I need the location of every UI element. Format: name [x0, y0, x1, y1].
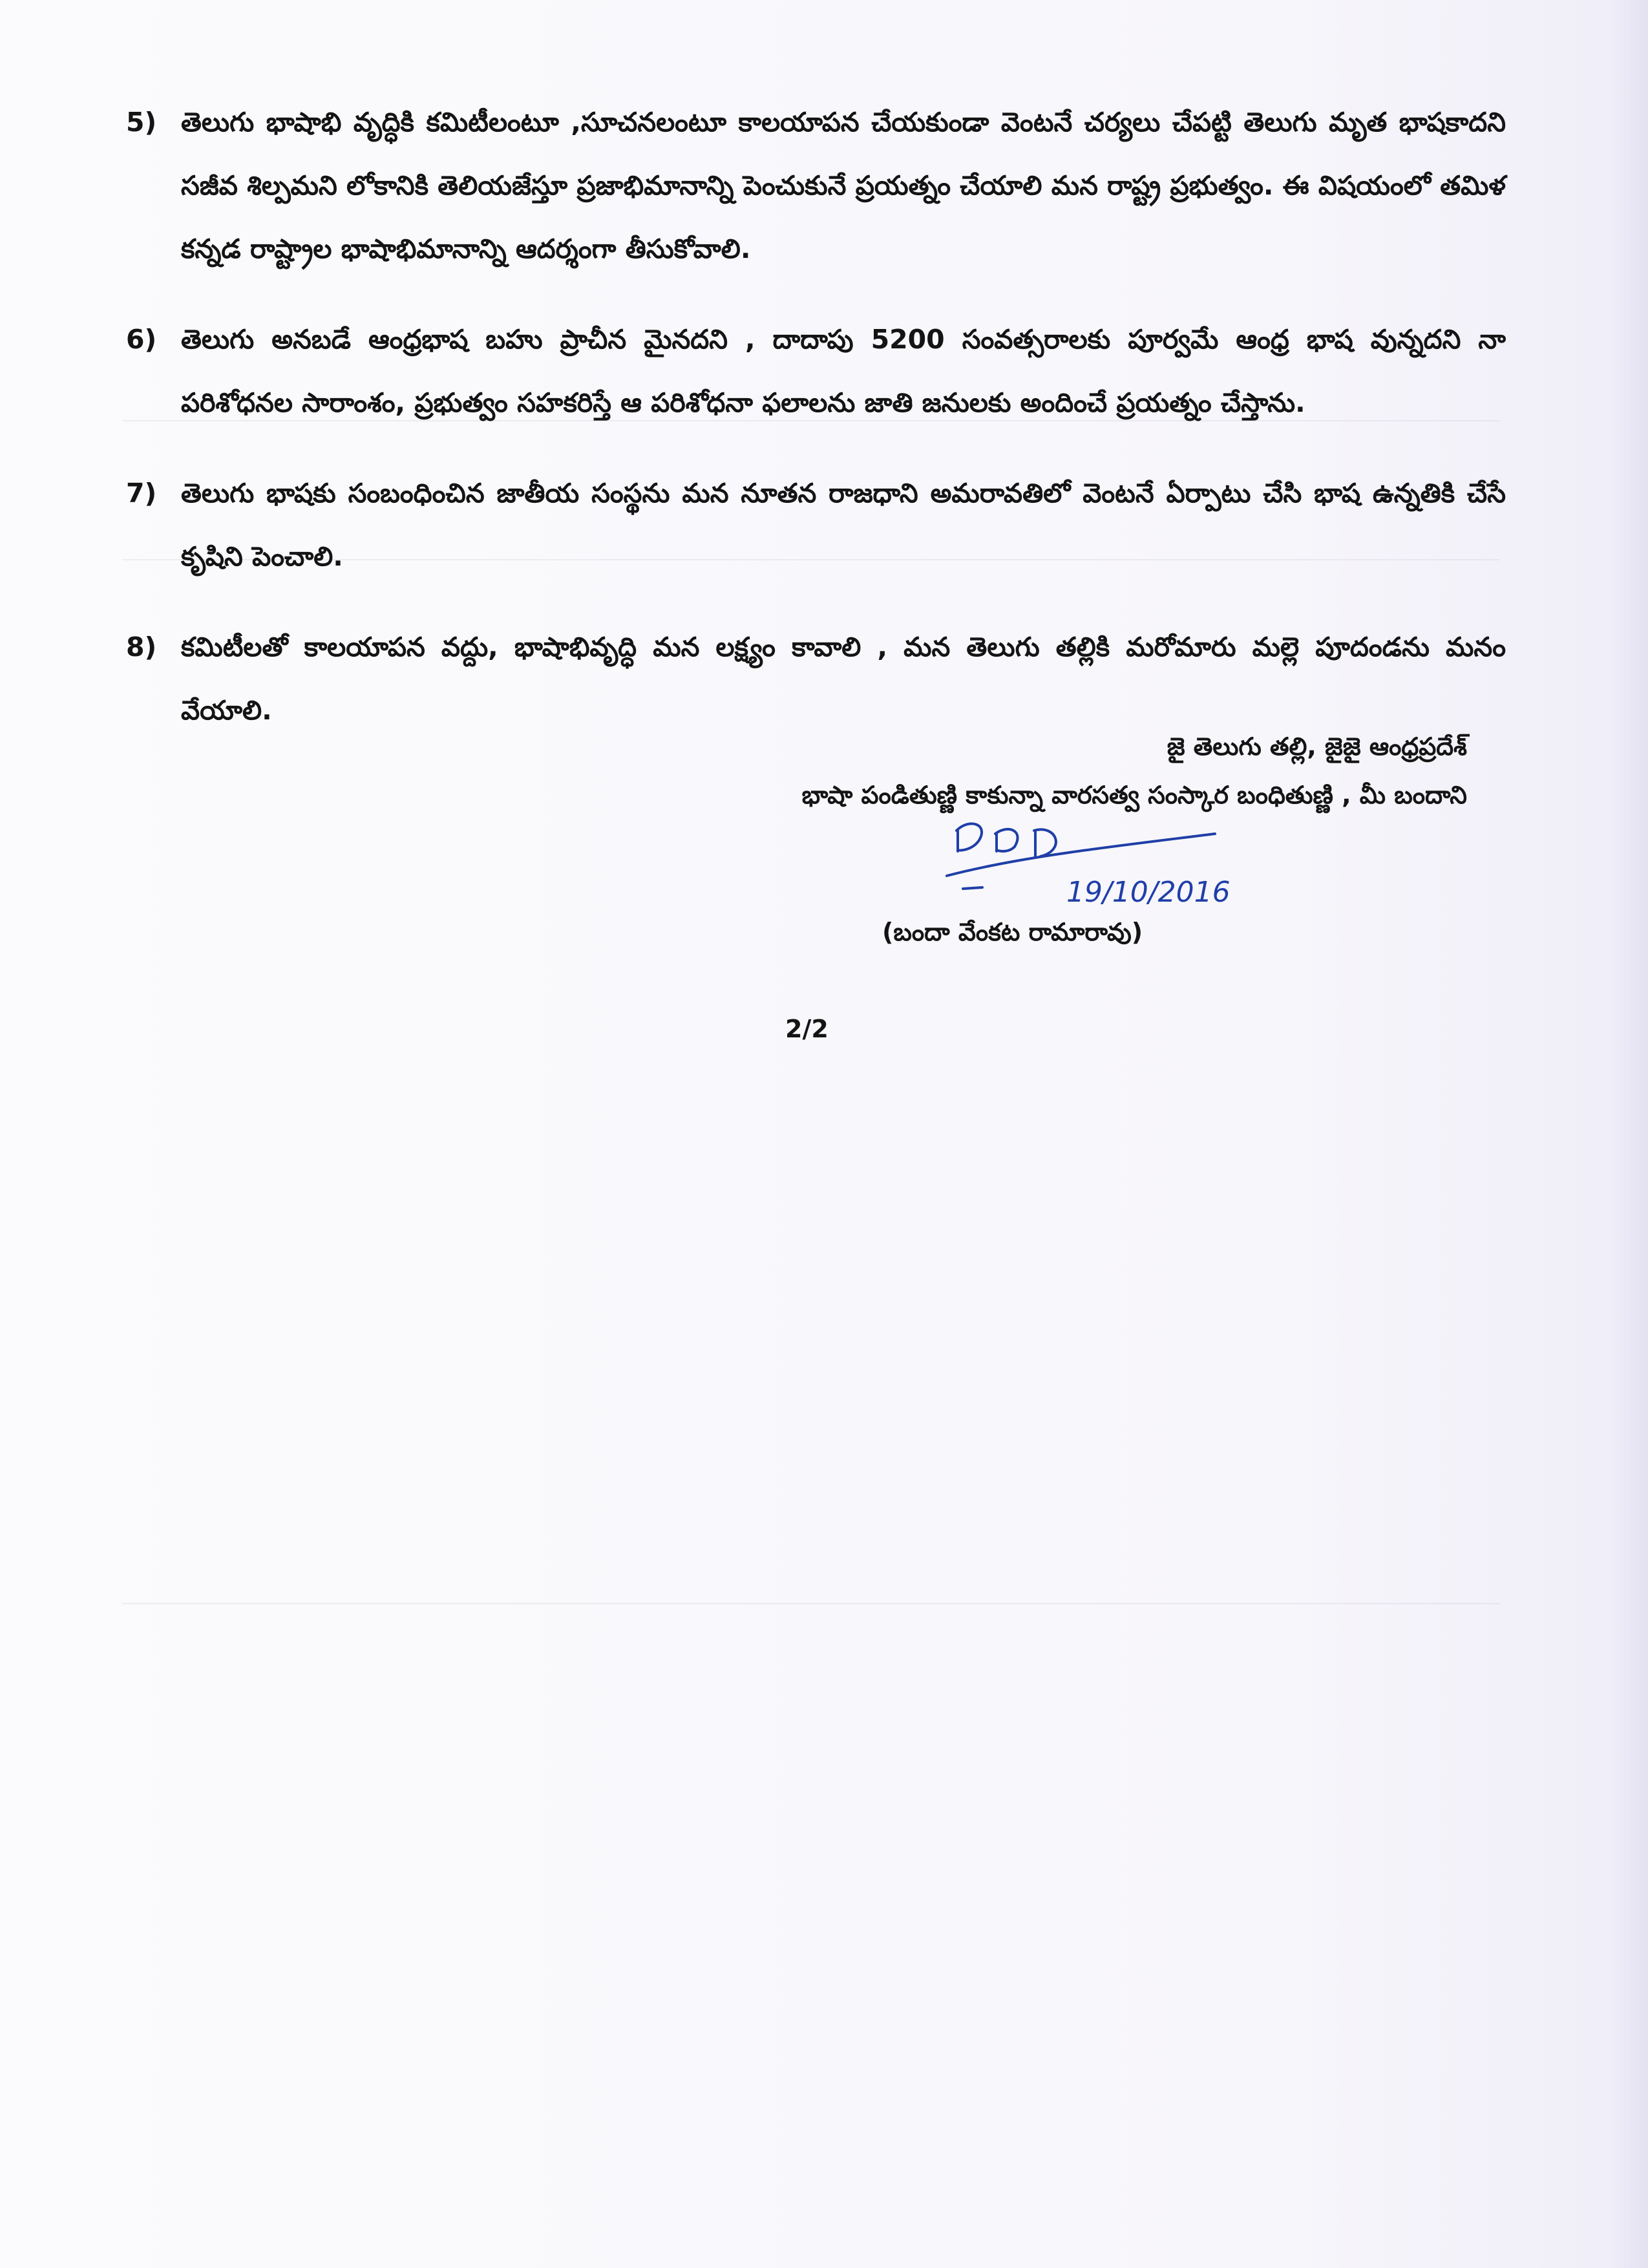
point-text: తెలుగు భాషాభి వృద్ధికి కమిటీలంటూ ,సూచనలంటూ కాలయాపన చేయకుండా వెంటనే చర్యలు చేపట్టి తెలుగు మృత భాషకాదని సజీవ శిల్పమని లోకానికి తెలియజేస్తూ ప్రజాభిమానాన్ని పెంచుకునే ప్రయత్నం చేయాలి మన రాష్ట్ర ప్రభుత్వం. ఈ విషయంలో తమిళ కన్నడ రాష్ట్రాల భాషాభిమానాన్ని ఆదర్శంగా తీసుకోవాలి.: [181, 107, 1506, 264]
point-number: 6): [126, 324, 157, 355]
point-text: కమిటీలతో కాలయాపన వద్దు, భాషాభివృద్ధి మన లక్ష్యం కావాలి , మన తెలుగు తల్లికి మరోమారు మల్లె పూదండను మనం వేయాలి.: [181, 631, 1506, 726]
point-item: [126, 308, 1506, 434]
numbered-points: [126, 90, 1506, 769]
signature-date: 19/10/2016: [1066, 876, 1231, 908]
point-number: 5): [126, 107, 157, 138]
point-text: తెలుగు భాషకు సంబంధించిన జాతీయ సంస్థను మన నూతన రాజధాని అమరావతిలో వెంటనే ఏర్పాటు చేసి భాష ఉన్నతికి చేసే కృషిని పెంచాలి.: [181, 478, 1506, 572]
closing-slogan: జై తెలుగు తల్లి, జైజై ఆంధ్రప్రదేశ్: [1167, 732, 1467, 761]
point-item: [126, 90, 1506, 281]
point-item: [126, 615, 1506, 742]
signatory-name: (బందా వేంకట రామారావు): [882, 918, 1143, 946]
point-number: 8): [126, 631, 157, 662]
point-item: [126, 461, 1506, 588]
page-number: 2/2: [785, 1015, 829, 1043]
bleed-through-rule: [123, 1603, 1499, 1604]
point-text: తెలుగు అనబడే ఆంధ్రభాష బహు ప్రాచీన మైనదని , దాదాపు 5200 సంవత్సరాలకు పూర్వమే ఆంధ్ర భాష వున్నదని నా పరిశోధనల సారాంశం, ప్రభుత్వం సహకరిస్తే ఆ పరిశోధనా ఫలాలను జాతి జనులకు అందించే ప్రయత్నం చేస్తాను.: [181, 324, 1506, 418]
page-edge-shadow: [1609, 0, 1648, 2268]
closing-regards: భాషా పండితుణ్ణి కాకున్నా వారసత్వ సంస్కార బంధితుణ్ణి , మీ బందాని: [801, 781, 1467, 809]
point-number: 7): [126, 478, 157, 509]
handwritten-signature: [944, 811, 1280, 908]
